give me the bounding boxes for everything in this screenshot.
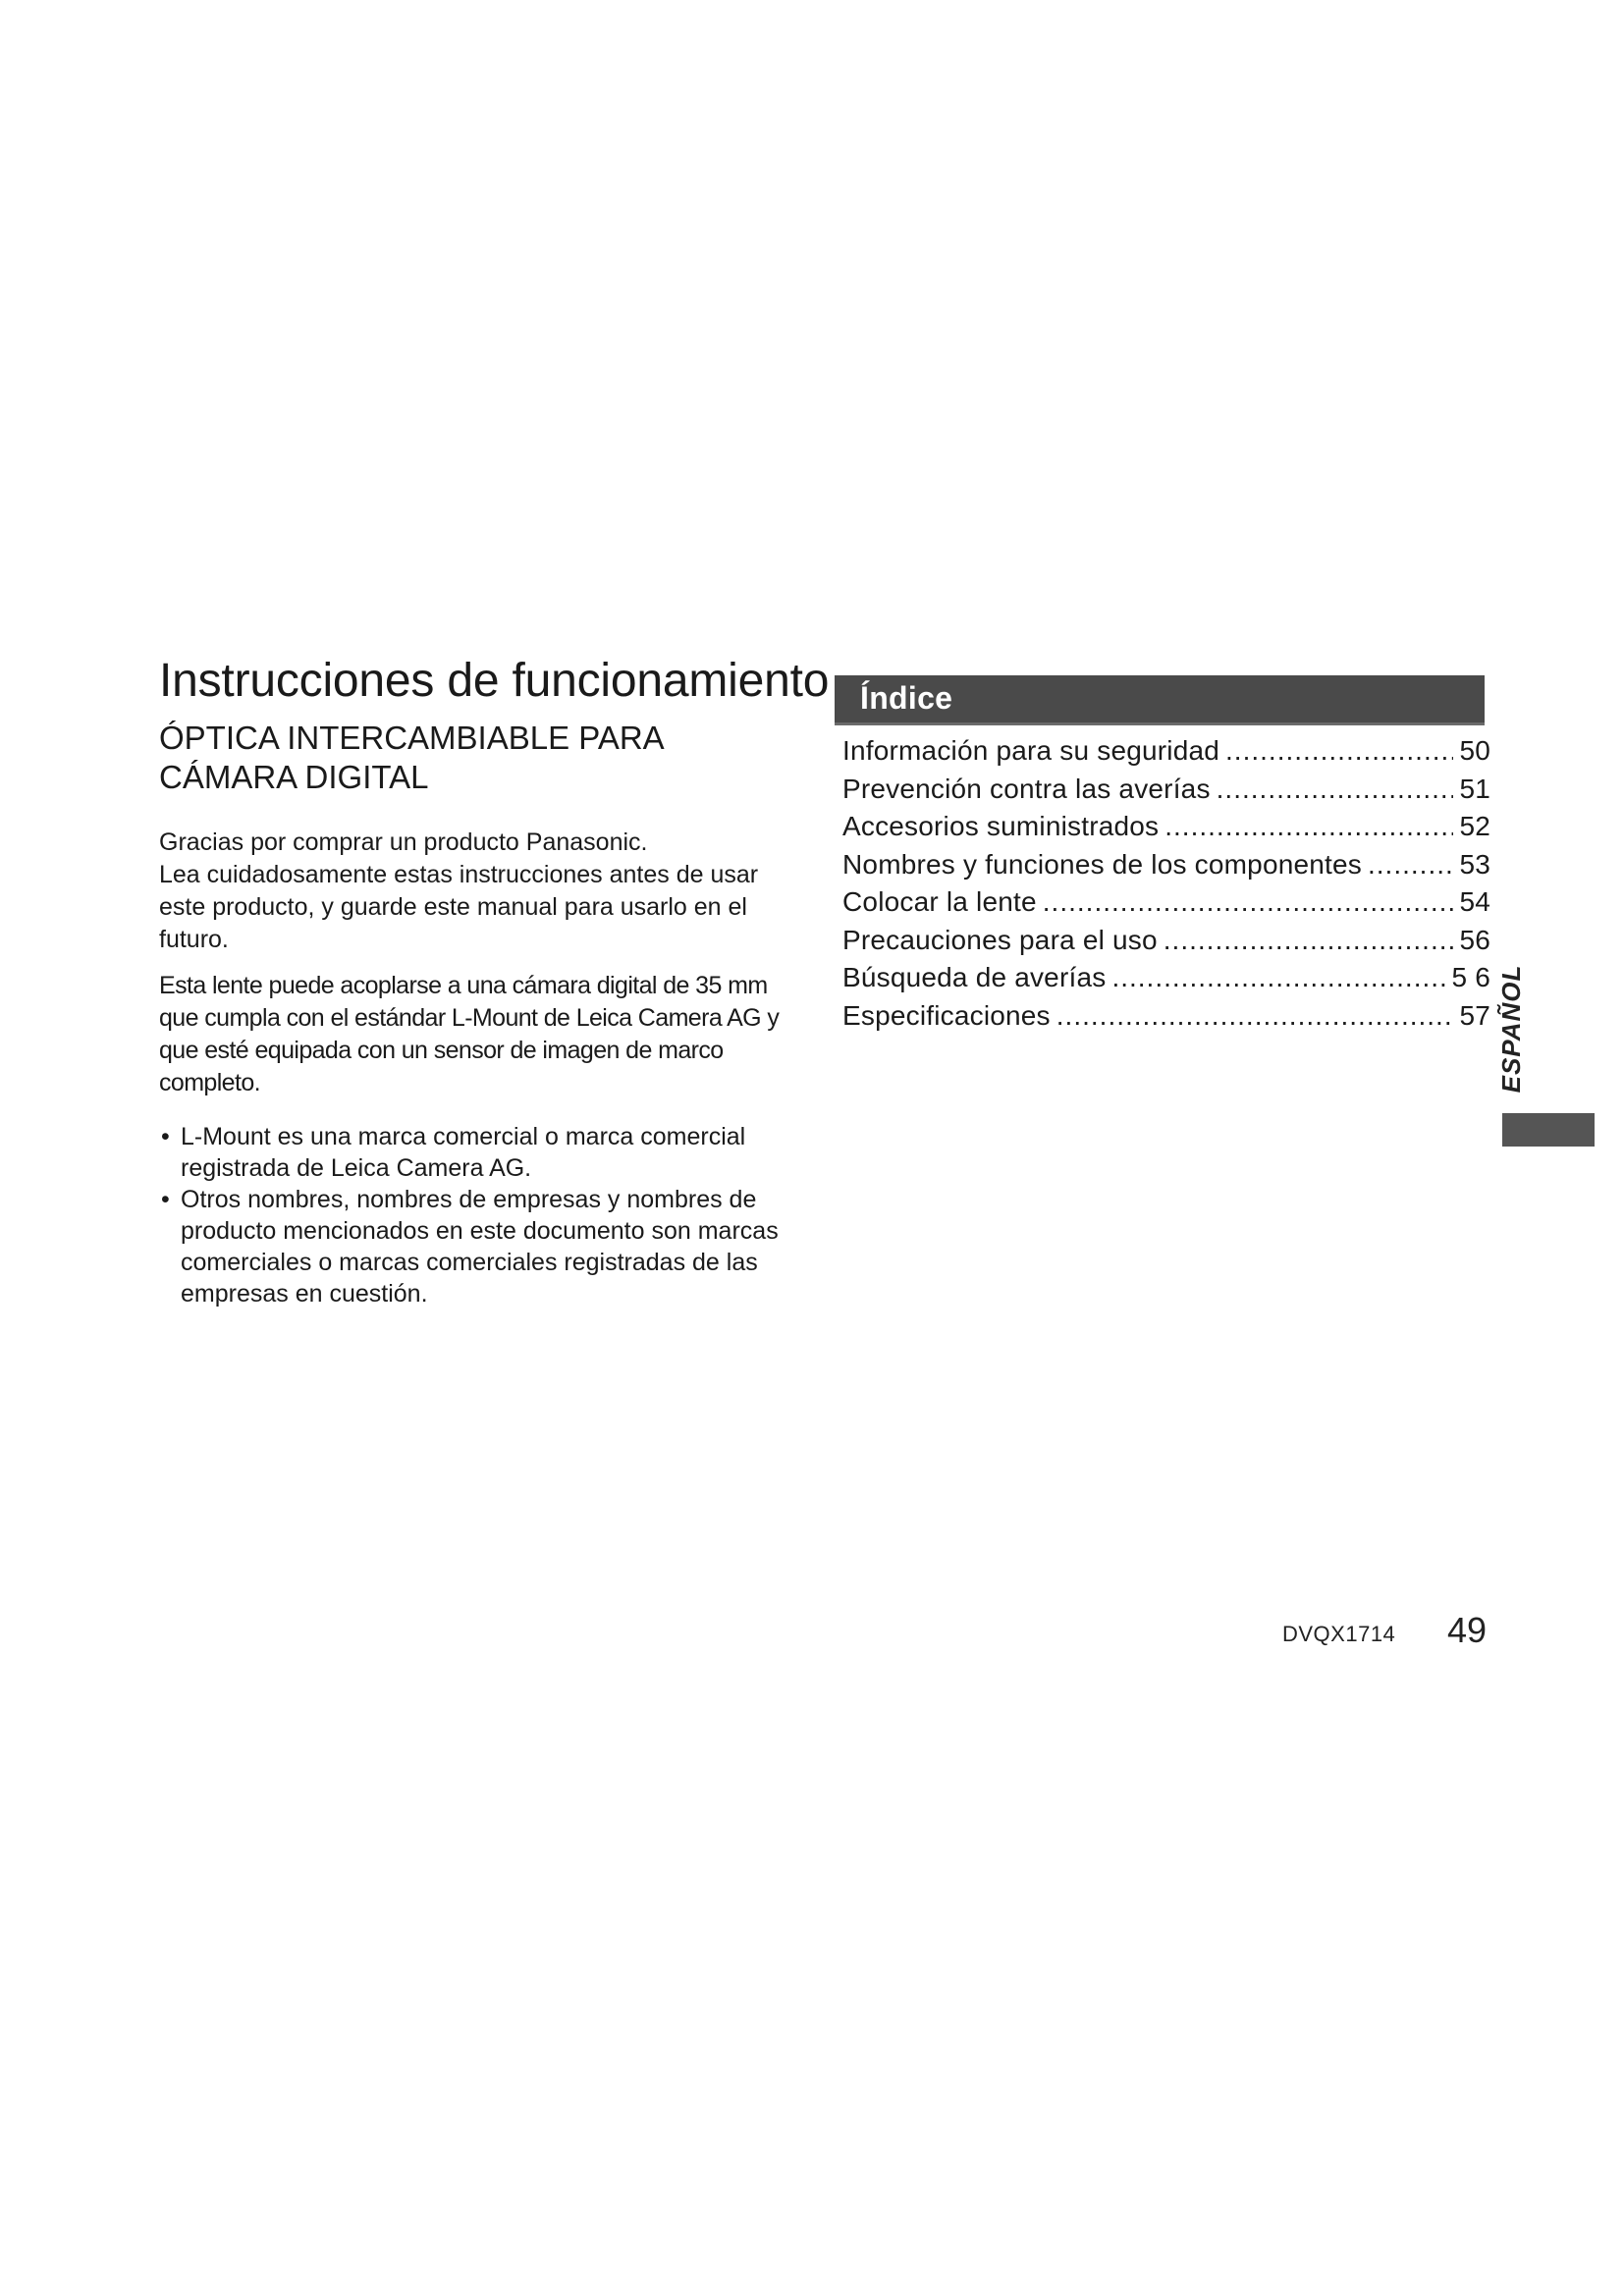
list-item bbox=[159, 1121, 797, 1184]
toc-item-title: Prevención contra las averías bbox=[842, 773, 1211, 804]
toc-item-title: Búsqueda de averías bbox=[842, 962, 1107, 992]
intro-text bbox=[159, 827, 797, 1099]
toc-item-busqueda-averias[interactable] bbox=[842, 959, 1490, 997]
document-title: Instrucciones de funcionamiento bbox=[159, 655, 830, 707]
toc-list bbox=[842, 732, 1490, 1035]
toc-item-averias-prevencion[interactable] bbox=[842, 771, 1490, 809]
bullet-symbol: • bbox=[161, 1123, 170, 1150]
toc-leader-dots bbox=[1164, 808, 1453, 846]
toc-leader-dots bbox=[1217, 771, 1454, 809]
language-tab bbox=[1487, 962, 1530, 1109]
toc-item-page: 54 bbox=[1459, 886, 1490, 917]
bullet-symbol: • bbox=[161, 1186, 170, 1213]
note-text-trademarks: Otros nombres, nombres de empresas y nombres de producto mencionados en este documento son marcas comerciales o marcas comerciales registradas de las empresas en cuestión. bbox=[181, 1186, 779, 1308]
intro-paragraph-read: Lea cuidadosamente estas instrucciones antes de usar este producto, y guarde este manual para usarlo en el futuro. bbox=[159, 861, 759, 953]
toc-header-label: Índice bbox=[860, 680, 953, 716]
toc-item-page: 57 bbox=[1459, 999, 1490, 1031]
toc-item-accesorios[interactable] bbox=[842, 808, 1490, 846]
document-subtitle: ÓPTICA INTERCAMBIABLE PARA CÁMARA DIGITAL bbox=[159, 720, 663, 795]
toc-item-title: Precauciones para el uso bbox=[842, 924, 1158, 955]
toc-item-page: 53 bbox=[1459, 848, 1490, 880]
toc-item-seguridad[interactable] bbox=[842, 732, 1490, 771]
toc-item-page: 52 bbox=[1459, 811, 1490, 841]
language-label: ESPAÑOL bbox=[1496, 964, 1526, 1094]
toc-item-title: Nombres y funciones de los componentes bbox=[842, 848, 1362, 880]
toc-header bbox=[835, 675, 1485, 725]
language-bar bbox=[1502, 1113, 1595, 1147]
toc-item-title: Colocar la lente bbox=[842, 886, 1037, 917]
intro-column bbox=[159, 652, 830, 1309]
toc-item-colocar-lente[interactable] bbox=[842, 883, 1490, 922]
toc-item-componentes[interactable] bbox=[842, 846, 1490, 884]
toc-leader-dots bbox=[1225, 732, 1453, 771]
toc-item-page: 50 bbox=[1459, 735, 1490, 766]
intro-paragraph-thanks: Gracias por comprar un producto Panasonic. bbox=[159, 828, 648, 856]
toc-leader-dots bbox=[1043, 883, 1454, 922]
toc-item-precauciones[interactable] bbox=[842, 922, 1490, 960]
intro-paragraph-lens: Esta lente puede acoplarse a una cámara digital de 35 mm que cumpla con el estándar L-Mount de Leica Camera AG y que esté equipada con un sensor de imagen de marco completo. bbox=[159, 972, 780, 1096]
note-text-lmount: L-Mount es una marca comercial o marca comercial registrada de Leica Camera AG. bbox=[181, 1123, 746, 1182]
toc-item-especificaciones[interactable] bbox=[842, 997, 1490, 1036]
toc-leader-dots bbox=[1056, 997, 1454, 1036]
notes-list bbox=[159, 1121, 797, 1309]
toc-item-page: 56 bbox=[1459, 924, 1490, 955]
toc-item-title: Accesorios suministrados bbox=[842, 811, 1160, 841]
toc-leader-dots bbox=[1111, 959, 1445, 997]
document-code: DVQX1714 bbox=[1282, 1622, 1396, 1646]
toc-leader-dots bbox=[1368, 846, 1453, 884]
toc-item-title: Información para su seguridad bbox=[842, 735, 1220, 766]
page-number: 49 bbox=[1447, 1610, 1488, 1650]
toc-item-page: 51 bbox=[1459, 773, 1490, 804]
toc-item-title: Especificaciones bbox=[842, 999, 1051, 1031]
list-item bbox=[159, 1184, 797, 1309]
toc-item-page: 5 6 bbox=[1451, 962, 1490, 992]
toc-leader-dots bbox=[1164, 922, 1454, 960]
